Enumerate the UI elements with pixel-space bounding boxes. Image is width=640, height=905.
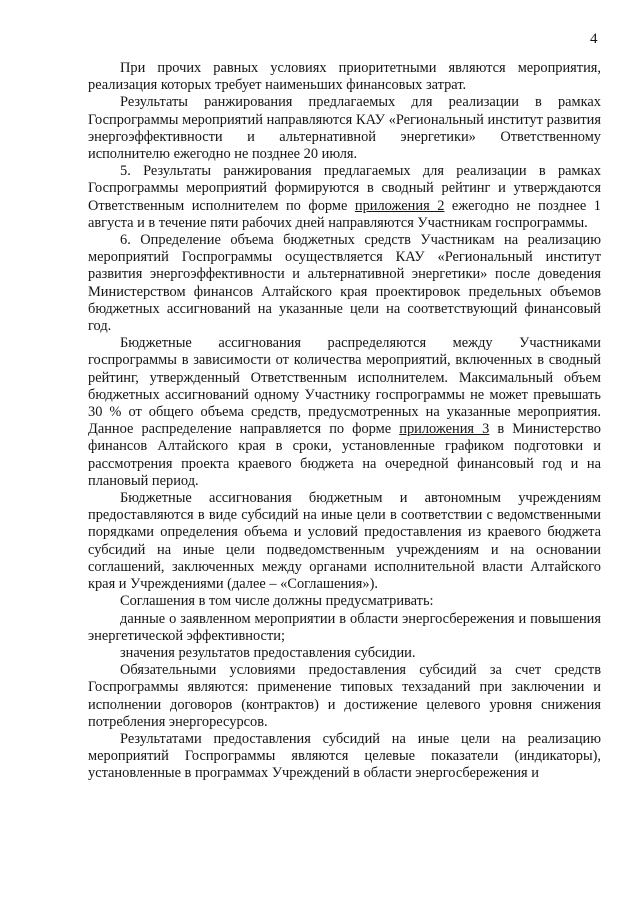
paragraph: Результаты ранжирования предлагаемых для реализации в рамках Госпрограммы мероприятий направляются КАУ «Региональный институт развития энергоэффективности и альтернативной энергетики» Ответственному исполнителю ежегодно не позднее 20 июля. <box>88 94 601 163</box>
paragraph <box>88 163 601 232</box>
paragraph-text: в Министерство финансов Алтайского края в сроки, установленные графиком подготовки и рассмотрения проекта краевого бюджета на очередной финансовый год и на плановый период. <box>88 421 601 489</box>
page-number: 4 <box>590 31 598 47</box>
paragraph: 6. Определение объема бюджетных средств Участникам на реализацию мероприятий Госпрограммы осуществляется КАУ «Региональный институт развития энергоэффективности и альтернативной энергетики» после доведения Министерством финансов Алтайского края проектировок предельных объемов бюджетных ассигнований на указанные цели на соответствующий финансовый год. <box>88 232 601 335</box>
paragraph: Бюджетные ассигнования бюджетным и автономным учреждениям предоставляются в виде субсидий на иные цели в соответствии с ведомственными порядками определения объема и условий предоставления из краевого бюджета субсидий на иные цели подведомственным учреждениям и на основании соглашений, заключенных между органами исполнительной власти Алтайского края и Учреждениями (далее – «Соглашения»). <box>88 490 601 593</box>
paragraph-text: 5. Результаты ранжирования предлагаемых для реализации в рамках Госпрограммы мероприятий формируются в сводный рейтинг и утверждаются Ответственным исполнителем по форме <box>88 163 601 214</box>
paragraph <box>88 335 601 490</box>
paragraph: данные о заявленном мероприятии в области энергосбережения и повышения энергетической эффективности; <box>88 610 601 644</box>
paragraph-text: ежегодно не позднее 1 августа и в течение пяти рабочих дней направляются Участникам госпрограммы. <box>88 197 601 231</box>
paragraph: Результатами предоставления субсидий на иные цели на реализацию мероприятий Госпрограммы являются целевые показатели (индикаторы), установленные в программах Учреждений в области энергосбережения и <box>88 730 601 782</box>
paragraph-text: Бюджетные ассигнования распределяются между Участниками госпрограммы в зависимости от количества мероприятий, включенных в сводный рейтинг, утвержденный Ответственным исполнителем. Максимальный объем бюджетных ассигнований одному Участнику госпрограммы не может превышать 30 % от общего объема средств, предусмотренных на указанные мероприятия. Данное распределение направляется по форме <box>88 335 601 438</box>
paragraph: Обязательными условиями предоставления субсидий за счет средств Госпрограммы являются: применение типовых техзаданий при заключении и исполнении договоров (контрактов) и достижение целевого уровня снижения потребления энергоресурсов. <box>88 662 601 730</box>
document-body <box>88 60 601 783</box>
paragraph: Соглашения в том числе должны предусматривать: <box>120 593 434 610</box>
paragraph: значения результатов предоставления субсидии. <box>120 644 416 661</box>
appendix-3-link[interactable]: приложения 3 <box>399 421 490 438</box>
paragraph: При прочих равных условиях приоритетными являются мероприятия, реализация которых требует наименьших финансовых затрат. <box>88 60 601 94</box>
appendix-2-link[interactable]: приложения 2 <box>354 197 445 214</box>
